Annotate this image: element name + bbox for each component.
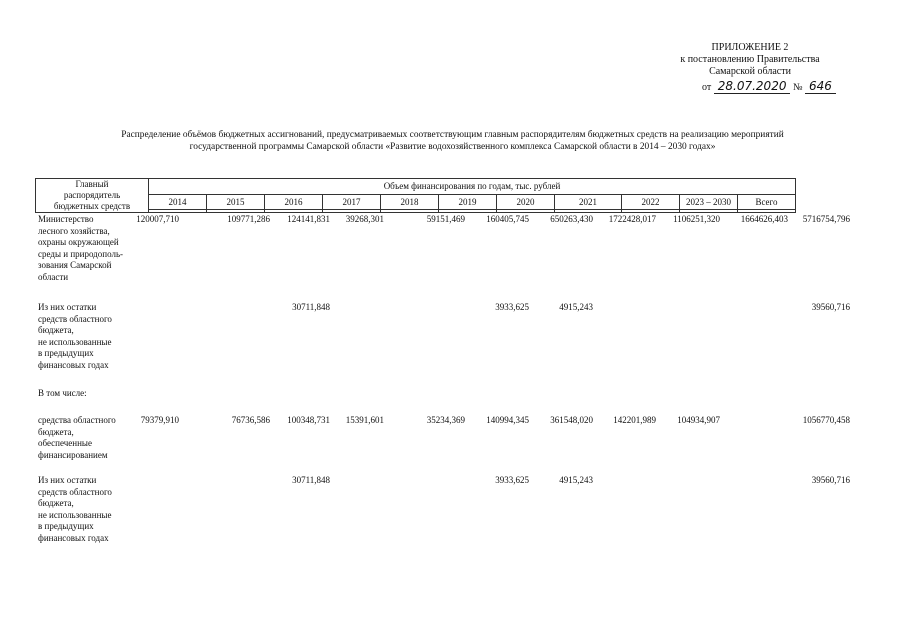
row-label-line: В том числе: — [38, 388, 87, 398]
spacer — [323, 210, 381, 213]
decree-date: 28.07.2020 — [714, 79, 791, 94]
year-value: 160405,745 — [486, 214, 529, 224]
year-header: 2015 — [207, 194, 265, 210]
row-label-line: охраны окружающей — [38, 237, 119, 247]
year-header: 2020 — [497, 194, 555, 210]
row-label-line: бюджета, — [38, 426, 74, 437]
total-value: 1056770,458 — [802, 415, 850, 425]
row-label-line: средств областного — [38, 313, 112, 324]
row-label-line: Из них остатки — [38, 302, 97, 312]
year-value: 4915,243 — [559, 302, 593, 312]
row-label-line: Из них остатки — [38, 475, 97, 485]
year-header: 2016 — [265, 194, 323, 210]
year-header: 2018 — [381, 194, 439, 210]
title-line-1: Распределение объёмов бюджетных ассигнований, предусматриваемых соответствующим главным распорядителям бюджетных средств на реализацию мероприятий — [121, 130, 784, 140]
spacer — [555, 210, 622, 213]
number-prefix: № — [792, 82, 803, 93]
year-value: 39268,301 — [345, 214, 384, 224]
year-value: 104934,907 — [677, 415, 720, 425]
row-label-line: бюджета, — [38, 325, 74, 335]
col-main-header — [36, 179, 149, 213]
spacer — [738, 210, 796, 213]
row-label-line: в предыдущих — [38, 348, 94, 358]
title-line-2: государственной программы Самарской области «Развитие водохозяйственного комплекса Самарской области в 2014 – 2030 годах» — [189, 142, 716, 152]
year-header: 2022 — [622, 194, 680, 210]
col-main-header-line: распорядитель — [63, 190, 121, 200]
funding-table-header — [35, 178, 796, 213]
decree-number: 646 — [805, 79, 836, 94]
col-main-header-line: бюджетных средств — [53, 201, 131, 211]
row-label — [38, 415, 148, 461]
year-value: 1722428,017 — [608, 214, 656, 224]
row-label-line: зования Самарской — [38, 260, 112, 270]
spacer — [381, 210, 439, 213]
appendix-header — [640, 42, 860, 78]
spacer — [622, 210, 680, 213]
year-header: 2019 — [439, 194, 497, 210]
row-label-line: средств областного — [38, 486, 112, 497]
row-label — [38, 388, 148, 400]
row-label — [38, 302, 148, 371]
spacer — [497, 210, 555, 213]
year-header: 2014 — [149, 194, 207, 210]
row-label-line: лесного хозяйства, — [38, 225, 110, 236]
year-value: 124141,831 — [287, 214, 330, 224]
total-value: 5716754,796 — [802, 214, 850, 224]
year-header: 2023 – 2030 — [680, 194, 738, 210]
row-label-line: области — [38, 271, 69, 282]
row-label — [38, 475, 148, 544]
year-header: 2017 — [323, 194, 381, 210]
total-header: Всего — [738, 194, 796, 210]
year-value: 59151,469 — [426, 214, 465, 224]
year-value: 3933,625 — [495, 475, 529, 485]
year-value: 79379,910 — [140, 415, 179, 425]
row-label-line: не использованные — [38, 336, 112, 347]
year-value: 76736,586 — [231, 415, 270, 425]
document-title — [40, 129, 865, 153]
row-label-line: бюджета, — [38, 498, 74, 508]
row-label — [38, 214, 148, 283]
year-header: 2021 — [555, 194, 622, 210]
year-value: 30711,848 — [292, 302, 330, 312]
row-label-line: финансированием — [38, 449, 108, 460]
spacer — [265, 210, 323, 213]
spacer — [680, 210, 738, 213]
year-value: 1664626,403 — [740, 214, 788, 224]
total-value: 39560,716 — [811, 475, 850, 485]
year-value: 4915,243 — [559, 475, 593, 485]
row-label-line: обеспеченные — [38, 438, 92, 448]
row-label-line: финансовых годах — [38, 532, 109, 543]
row-label-line: средства областного — [38, 415, 116, 425]
row-label-line: среды и природополь- — [38, 248, 124, 259]
spacer — [149, 210, 207, 213]
date-prefix: от — [702, 82, 712, 93]
row-label-line: финансовых годах — [38, 359, 109, 370]
spacer — [207, 210, 265, 213]
decree-date-line — [702, 79, 862, 93]
year-value: 1106251,320 — [673, 214, 720, 224]
appendix-subtitle: к постановлению Правительства — [680, 54, 820, 65]
year-value: 30711,848 — [292, 475, 330, 485]
group-header: Объем финансирования по годам, тыс. рублей — [149, 179, 796, 195]
row-label-line: в предыдущих — [38, 521, 94, 531]
appendix-region: Самарской области — [709, 66, 791, 77]
total-value: 39560,716 — [811, 302, 850, 312]
year-value: 140994,345 — [486, 415, 529, 425]
year-value: 361548,020 — [550, 415, 593, 425]
year-value: 120007,710 — [136, 214, 179, 224]
year-value: 142201,989 — [613, 415, 656, 425]
spacer — [439, 210, 497, 213]
appendix-title: ПРИЛОЖЕНИЕ 2 — [711, 42, 789, 53]
row-label-line: Министерство — [38, 214, 94, 224]
year-value: 35234,369 — [426, 415, 465, 425]
row-label-line: не использованные — [38, 509, 112, 520]
year-value: 100348,731 — [287, 415, 330, 425]
year-value: 3933,625 — [495, 302, 529, 312]
col-main-header-line: Главный — [75, 179, 109, 189]
year-value: 109771,286 — [227, 214, 270, 224]
year-value: 15391,601 — [345, 415, 384, 425]
year-value: 650263,430 — [550, 214, 593, 224]
